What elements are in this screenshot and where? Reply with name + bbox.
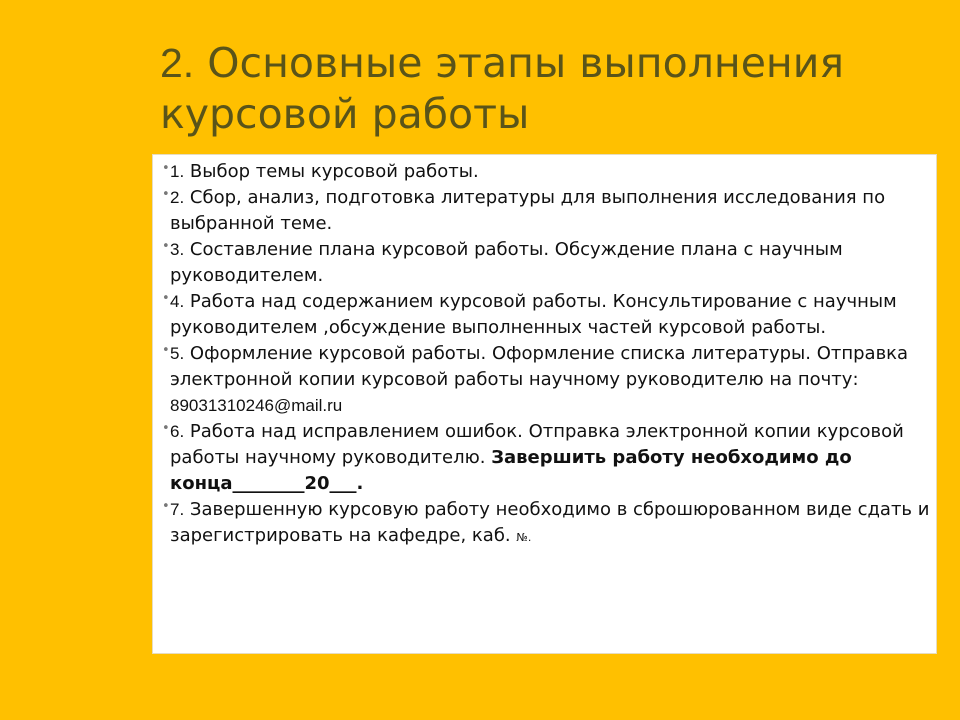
step-item-5 (153, 341, 933, 419)
bullet-icon: • (162, 343, 170, 358)
step-text: Оформление курсовой работы. Оформление списка литературы. Отправка электронной копии курсовой работы научному руководителю на почту: (170, 343, 909, 390)
bullet-icon: • (162, 161, 170, 176)
step-item-7 (153, 497, 933, 551)
bullet-icon: • (162, 291, 170, 306)
step-number: 6. (170, 422, 185, 441)
step-item-2 (153, 185, 933, 237)
step-text: Выбор темы курсовой работы. (189, 161, 479, 182)
bullet-icon: • (162, 499, 170, 514)
step-number: 4. (170, 292, 185, 311)
bullet-icon: • (162, 239, 170, 254)
email-address: 89031310246@mail.ru (170, 396, 343, 415)
slide-title-number: 2. (160, 40, 195, 86)
step-number: 7. (170, 500, 185, 519)
step-text: Завершенную курсовую работу необходимо в сброшюрованном виде сдать и зарегистрировать на кафедре, каб. (170, 499, 930, 546)
step-text: Работа над содержанием курсовой работы. Консультирование с научным руководителем ,обсуждение выполненных частей курсовой работы. (170, 291, 897, 338)
step-number: 5. (170, 344, 185, 363)
slide-title (160, 38, 940, 140)
steps-list (153, 159, 933, 551)
bullet-icon: • (162, 421, 170, 436)
step-text: Сбор, анализ, подготовка литературы для выполнения исследования по выбранной теме. (170, 187, 886, 234)
deadline-note: Завершить работу необходимо до конца________20___. (170, 447, 852, 494)
slide-title-text: Основные этапы выполнения курсовой работы (160, 39, 845, 138)
step-text: Составление плана курсовой работы. Обсуждение плана с научным руководителем. (170, 239, 843, 286)
steps-content-box (152, 154, 937, 654)
step-number: 3. (170, 240, 185, 259)
step-item-1 (153, 159, 933, 185)
room-number-sign: №. (516, 531, 532, 544)
step-item-4 (153, 289, 933, 341)
step-text: Работа над исправлением ошибок. Отправка электронной копии курсовой работы научному руководителю. (170, 421, 904, 468)
step-item-3 (153, 237, 933, 289)
bullet-icon: • (162, 187, 170, 202)
step-item-6 (153, 419, 933, 497)
step-number: 2. (170, 188, 185, 207)
step-number: 1. (170, 162, 185, 181)
